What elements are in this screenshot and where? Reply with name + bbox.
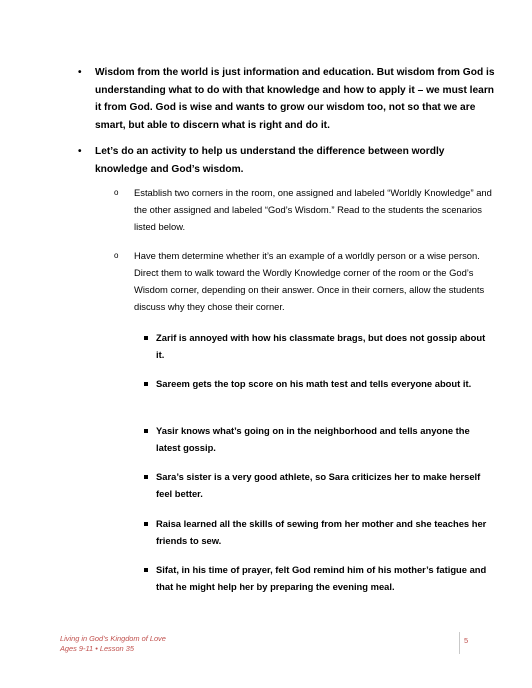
bullet-text: Wisdom from the world is just information and education. But wisdom from God is understanding what to do with that knowledge and how to apply it – we must learn it from God. God is wise and wants to grow our wisdom too, not so that we are smart, but able to discern what is right and do it. [95,67,495,131]
page-number: 5 [464,636,469,645]
bullet-marker: • [78,67,82,78]
square-bullet-icon [144,475,148,479]
scenario-item [144,376,494,393]
scenario-item [144,423,494,457]
scenario-item [144,330,494,364]
footer-divider [459,632,460,654]
bullet-text: Let’s do an activity to help us understand the difference between wordly knowledge and God’s wisdom. [95,146,445,175]
sub-bullet-establish-corners [114,185,500,236]
sub-bullet-text: Have them determine whether it’s an example of a worldly person or a wise person. Direct them to walk toward the Wordly Knowledge corner of the room or the God’s Wisdom corner, depending on their answer. Once in their corners, allow the students discuss why they chose their corner. [134,250,485,312]
sub-bullet-text: Establish two corners in the room, one assigned and labeled “Worldly Knowledge” and the other assigned and labeled “God’s Wisdom.” Read to the students the scenarios listed below. [134,187,492,232]
scenario-text: Sara’s sister is a very good athlete, so Sara criticizes her to make herself feel better. [156,471,481,499]
scenario-item [144,469,494,503]
square-bullet-icon [144,382,148,386]
scenario-text: Sifat, in his time of prayer, felt God remind him of his mother’s fatigue and that he might help her by preparing the evening meal. [156,564,487,592]
sub-bullet-marker: o [114,188,119,197]
square-bullet-icon [144,568,148,572]
scenario-text: Sareem gets the top score on his math test and tells everyone about it. [156,378,472,389]
scenario-item [144,562,494,596]
sub-bullet-determine [114,248,500,316]
scenario-text: Raisa learned all the skills of sewing from her mother and she teaches her friends to sew. [156,518,487,546]
square-bullet-icon [144,336,148,340]
bullet-wisdom-definition [78,64,498,134]
scenario-text: Yasir knows what’s going on in the neighborhood and tells anyone the latest gossip. [156,425,470,453]
scenario-text: Zarif is annoyed with how his classmate brags, but does not gossip about it. [156,332,486,360]
square-bullet-icon [144,429,148,433]
sub-bullet-marker: o [114,251,119,260]
footer-course-info [60,634,166,654]
scenario-item [144,516,494,550]
bullet-activity-intro [78,143,498,178]
square-bullet-icon [144,522,148,526]
bullet-marker: • [78,146,82,157]
footer-course-title: Living in God’s Kingdom of Love [60,634,166,643]
footer-lesson-info: Ages 9-11 • Lesson 35 [60,644,134,653]
